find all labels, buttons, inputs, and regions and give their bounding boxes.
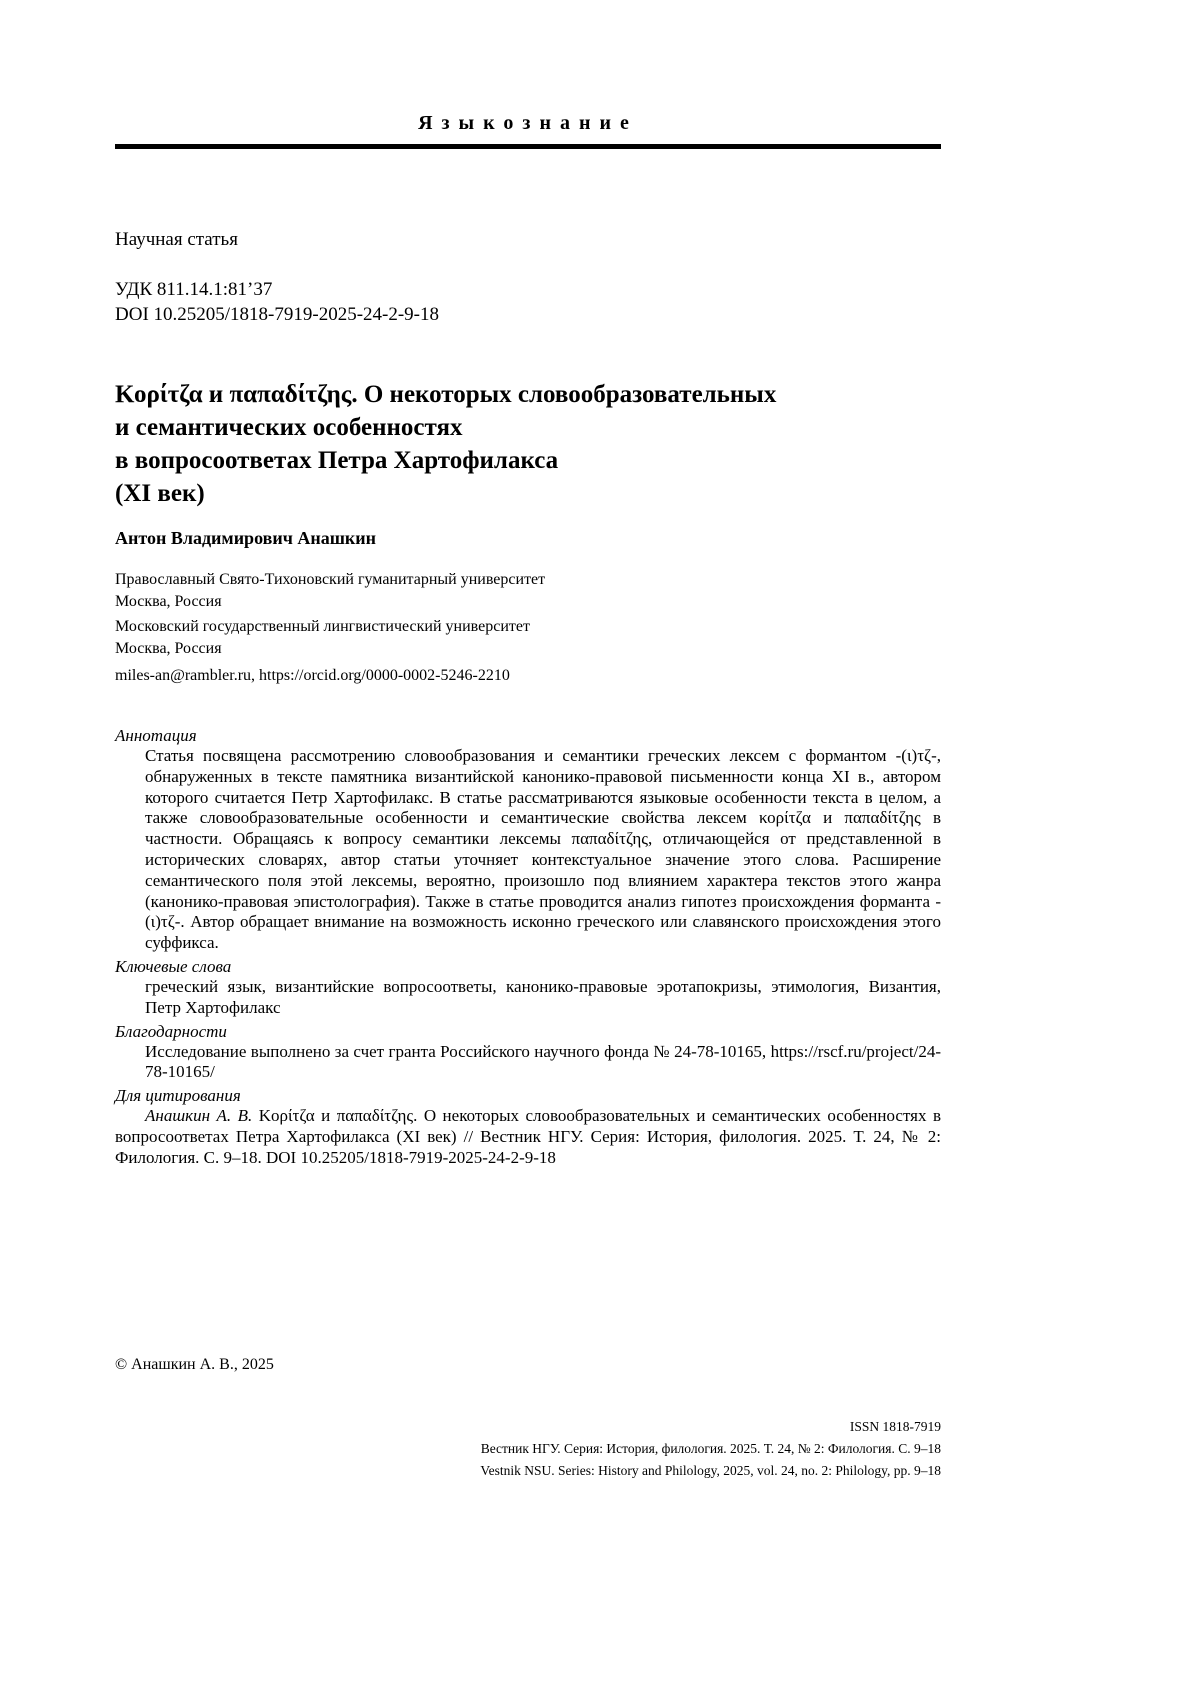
author-name: Антон Владимирович Анашкин [115,528,377,548]
abstract-text: Статья посвящена рассмотрению словообразования и семантики греческих лексем с формантом -(ι)τζ-, обнаруженных в тексте памятника византийской канонико-правовой письменности конца XI в., автором которого считается Петр Хартофилакс. В статье рассматриваются языковые особенности текста в целом, а также словообразовательные особенности и семантические свойства лексем κορίτζα и παπαδίτζης в частности. Обращаясь к вопросу семантики лексемы παπαδίτζης, отличающейся от представленной в исторических словарях, автор статьи уточняет контекстуальное значение этого слова. Расширение семантического поля этой лексемы, вероятно, произошло под влиянием характера текстов этого жанра (канонико-правовая эпистолография). Также в статье проводится анализ гипотез происхождения форманта -(ι)τζ-. Автор обращает внимание на возможность исконно греческого или славянского происхождения этого суффикса. [145,746,941,953]
keywords-label: Ключевые слова [115,956,232,976]
citation-body: Κορίτζα и παπαδίτζης. О некоторых словообразовательных и семантических особенностях в вопросоответах Петра Хартофилакса (XI век) // Вестник НГУ. Серия: История, филология. 2025. Т. 24, № 2: Филология. С. 9–18. DOI 10.25205/1818-7919-2025-24-2-9-18 [115,1106,941,1167]
article-title-line-3: в вопросоответах Петра Хартофилакса [115,447,559,474]
article-title-line-4: (XI век) [115,480,205,507]
header-rule [115,144,941,149]
citation-text [115,1106,941,1168]
issn-number: ISSN 1818-7919 [849,1419,941,1434]
article-title [115,378,941,510]
journal-reference-en: Vestnik NSU. Series: History and Philology, 2025, vol. 24, no. 2: Philology, pp. 9–18 [480,1463,941,1478]
affiliation-2 [115,616,941,660]
citation-author: Анашкин А. В. [145,1106,253,1126]
article-content [115,0,941,1169]
article-title-line-2: и семантических особенностях [115,414,463,441]
author-contact: miles-an@rambler.ru, https://orcid.org/0000-0002-5246-2210 [115,667,510,684]
affiliation-2-city: Москва, Россия [115,640,222,657]
rubric-title: Языкознание [418,112,638,134]
article-type: Научная статья [115,229,238,250]
article-title-line-1: Κορίτζα и παπαδίτζης. О некоторых словообразовательных [115,381,777,408]
abstract-label: Аннотация [115,726,197,745]
acknowledgments-label: Благодарности [115,1021,227,1041]
udc-number: УДК 811.14.1:81’37 [115,279,273,300]
journal-imprint [480,1416,941,1482]
citation-label: Для цитирования [115,1086,241,1106]
affiliation-2-org: Московский государственный лингвистический университет [115,618,530,635]
affiliation-1-org: Православный Свято-Тихоновский гуманитарный университет [115,571,546,588]
keywords-text: греческий язык, византийские вопросоответы, канонико-правовые эротапокризы, этимология, Византия, Петр Хартофилакс [145,976,941,1017]
affiliation-1 [115,569,941,613]
journal-reference-ru: Вестник НГУ. Серия: История, филология. 2025. Т. 24, № 2: Филология. С. 9–18 [480,1441,941,1456]
copyright-notice: © Анашкин А. В., 2025 [115,1356,274,1373]
doi-number: DOI 10.25205/1818-7919-2025-24-2-9-18 [115,304,440,325]
affiliation-1-city: Москва, Россия [115,593,222,610]
acknowledgments-text: Исследование выполнено за счет гранта Российского научного фонда № 24-78-10165, https://rscf.ru/project/24-78-10165/ [145,1041,941,1082]
